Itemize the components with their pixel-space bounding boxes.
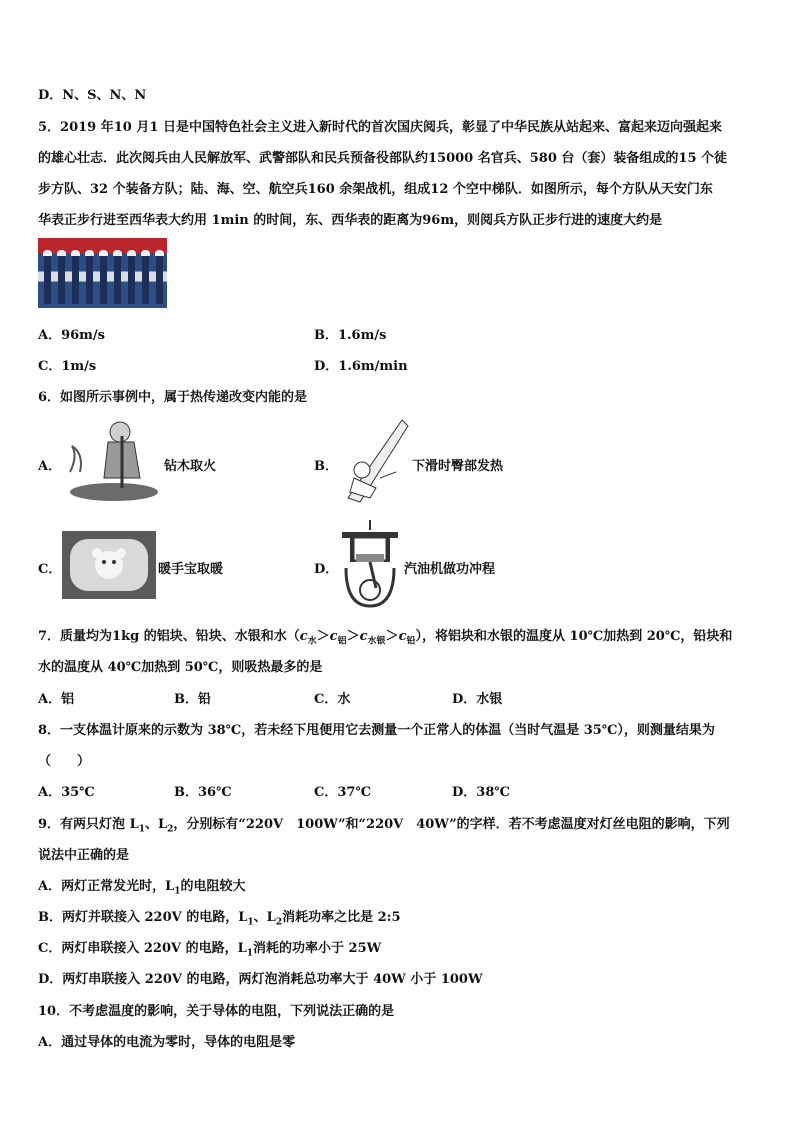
- q6-option-b-caption: 下滑时臀部发热: [412, 459, 504, 474]
- q6-option-d-caption: 汽油机做功冲程: [404, 562, 496, 577]
- parade-photo: [38, 238, 167, 308]
- q8-option-a: A．35℃: [38, 785, 95, 800]
- slide-illustration: [340, 418, 410, 504]
- q6-option-d-letter: D．: [314, 562, 339, 577]
- q7-stem-line-2: 水的温度从 40℃加热到 50℃，则吸热最多的是: [38, 660, 323, 675]
- q5-stem-line-3: 步方队、32 个装备方队；陆、海、空、航空兵160 余架战机，组成12 个空中梯队．如图所示，每个方队从天安门东: [38, 182, 713, 197]
- q6-option-c-caption: 暖手宝取暖: [158, 562, 224, 577]
- q6-option-a-caption: 钻木取火: [164, 459, 217, 474]
- q6-option-b-letter: B．: [314, 459, 338, 474]
- q7-option-d: D．水银: [452, 692, 503, 707]
- q5-option-b: B．1.6m/s: [314, 328, 387, 343]
- drilling-wood-fire-illustration: [64, 416, 160, 506]
- q5-option-a: A．96m/s: [38, 328, 105, 343]
- hand-warmer-photo: [62, 531, 156, 599]
- q5-option-d: D．1.6m/min: [314, 359, 408, 374]
- q8-stem-line-1: 8．一支体温计原来的示数为 38℃，若未经下甩便用它去测量一个正常人的体温（当时气温是 35℃），则测量结果为: [38, 723, 715, 738]
- q5-option-c: C．1m/s: [38, 359, 97, 374]
- q7-stem-line-1: 7．质量均为1kg 的铝块、铅块、水银和水$(c_水>c_铝>c_{水银}>c_铅)$，将铝块和水银的温度从 10℃加热到 20℃，铅块和: [38, 629, 733, 647]
- q7-option-a: A．铝: [38, 692, 75, 707]
- q6-option-c-letter: C．: [38, 562, 62, 577]
- q9-stem-line-1: 9．有两只灯泡 $L_1$、$L_2$，分别标有“220V 100W”和“220V 40W”的字样．若不考虑温度对灯丝电阻的影响，下列: [38, 817, 730, 835]
- q10-stem: 10．不考虑温度的影响，关于导体的电阻，下列说法正确的是: [38, 1004, 395, 1019]
- q9-option-d: D．两灯串联接入 220V 的电路，两灯泡消耗总功率大于 40W 小于 100W: [38, 972, 483, 987]
- q7-option-b: B．铅: [174, 692, 211, 707]
- q6-option-a-letter: A．: [38, 459, 62, 474]
- q6-stem: 6．如图所示事例中，属于热传递改变内能的是: [38, 390, 308, 405]
- q8-option-b: B．36℃: [174, 785, 232, 800]
- q8-option-c: C．37℃: [314, 785, 372, 800]
- q9-option-a: A．两灯正常发光时，$L_1$的电阻较大: [38, 879, 246, 897]
- engine-power-stroke-diagram: [338, 518, 402, 610]
- q5-stem-line-1: 5．2019 年10 月1 日是中国特色社会主义进入新时代的首次国庆阅兵，彰显了中华民族从站起来、富起来迈向强起来: [38, 120, 722, 135]
- q10-option-a: A．通过导体的电流为零时，导体的电阻是零: [38, 1035, 296, 1050]
- q9-stem-line-2: 说法中正确的是: [38, 848, 130, 863]
- q8-option-d: D．38℃: [452, 785, 510, 800]
- q8-stem-line-2: （ ）: [38, 754, 91, 769]
- q5-stem-line-2: 的雄心壮志．此次阅兵由人民解放军、武警部队和民兵预备役部队约15000 名官兵、580 台（套）装备组成的15 个徒: [38, 151, 728, 166]
- q7-option-c: C．水: [314, 692, 351, 707]
- prev-question-option-d: D．N、S、N、N: [38, 88, 147, 103]
- q5-stem-line-4: 华表正步行进至西华表大约用 1min 的时间，东、西华表的距离为96m，则阅兵方队正步行进的速度大约是: [38, 213, 663, 228]
- q9-option-b: B．两灯并联接入 220V 的电路，$L_1$、$L_2$消耗功率之比是 2:5: [38, 910, 401, 928]
- q9-option-c: C．两灯串联接入 220V 的电路，$L_1$消耗的功率小于 25W: [38, 941, 382, 959]
